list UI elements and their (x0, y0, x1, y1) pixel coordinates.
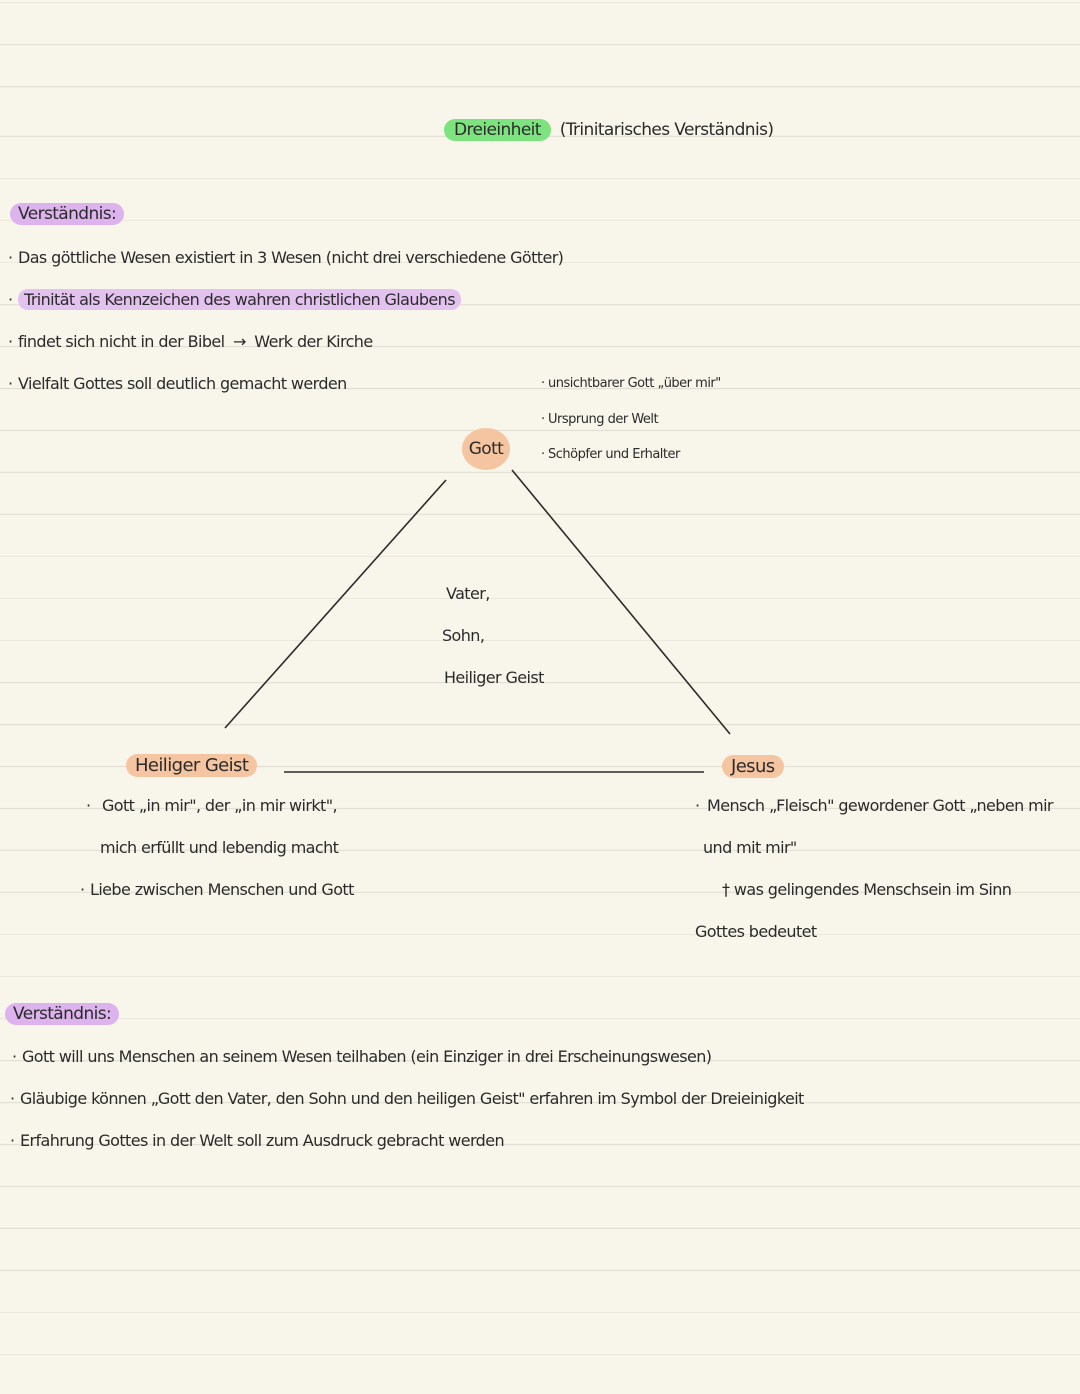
title-subtitle: (Trinitarisches Verständnis) (559, 120, 774, 140)
gott-note-3: · Schöpfer und Erhalter (541, 447, 680, 462)
gott-note-1: · unsichtbarer Gott „über mir" (541, 376, 721, 391)
bullet-text: Das göttliche Wesen existiert in 3 Wesen (nicht drei verschiedene Götter) (18, 248, 564, 267)
note-text: Ursprung der Welt (548, 412, 659, 427)
note-text: Gott „in mir", der „in mir wirkt", (102, 796, 337, 815)
arrow-target-text: Werk der Kirche (254, 332, 373, 351)
section2-bullet-3: · Erfahrung Gottes in der Welt soll zum Ausdruck gebracht werden (10, 1131, 504, 1150)
bullet-text-highlighted: Trinität als Kennzeichen des wahren christlichen Glaubens (18, 289, 461, 310)
arrow-icon: → (232, 332, 246, 351)
geist-note-2: mich erfüllt und lebendig macht (100, 838, 339, 857)
bullet-text: Vielfalt Gottes soll deutlich gemacht werden (18, 374, 347, 393)
geist-note-1: · Gott „in mir", der „in mir wirkt", (86, 796, 337, 815)
node-heiliger-geist (126, 755, 257, 776)
title-highlight: Dreieinheit (444, 119, 551, 141)
note-text: unsichtbarer Gott „über mir" (548, 376, 721, 391)
node-jesus-label: Jesus (722, 755, 784, 778)
jesus-note-1: · Mensch „Fleisch" gewordener Gott „neben mir (695, 796, 1053, 815)
jesus-note-4: Gottes bedeutet (695, 922, 817, 941)
section1-heading-label: Verständnis: (10, 203, 124, 225)
triangle-left-edge (225, 480, 446, 728)
node-jesus (722, 756, 784, 777)
section1-bullet-1: · Das göttliche Wesen existiert in 3 Wesen (nicht drei verschiedene Götter) (8, 248, 564, 267)
node-heiliger-geist-label: Heiliger Geist (126, 754, 257, 777)
triangle-right-edge (512, 470, 730, 734)
center-line-sohn: Sohn, (442, 626, 485, 645)
center-line-vater: Vater, (446, 584, 490, 603)
note-text: Mensch „Fleisch" gewordener Gott „neben mir (707, 796, 1053, 815)
section2-bullet-1: · Gott will uns Menschen an seinem Wesen teilhaben (ein Einziger in drei Erscheinungswesen) (12, 1047, 712, 1066)
jesus-note-2: und mit mir" (703, 838, 797, 857)
section2-heading-label: Verständnis: (5, 1003, 119, 1025)
bullet-text: findet sich nicht in der Bibel (18, 332, 225, 351)
jesus-note-3: † was gelingendes Menschsein im Sinn (722, 880, 1012, 899)
note-text: Schöpfer und Erhalter (548, 447, 680, 462)
section1-bullet-2: · Trinität als Kennzeichen des wahren christlichen Glaubens (8, 290, 461, 309)
center-line-geist: Heiliger Geist (444, 668, 544, 687)
gott-note-2: · Ursprung der Welt (541, 412, 659, 427)
section2-bullet-2: · Gläubige können „Gott den Vater, den Sohn und den heiligen Geist" erfahren im Symbol der Dreieinigkeit (10, 1089, 804, 1108)
geist-note-3: · Liebe zwischen Menschen und Gott (80, 880, 354, 899)
note-text: Liebe zwischen Menschen und Gott (90, 880, 354, 899)
bullet-text: Gläubige können „Gott den Vater, den Sohn und den heiligen Geist" erfahren im Symbol der Dreieinigkeit (20, 1089, 804, 1108)
section1-bullet-3: · findet sich nicht in der Bibel → Werk der Kirche (8, 332, 373, 351)
section1-bullet-4: · Vielfalt Gottes soll deutlich gemacht werden (8, 374, 347, 393)
section2-heading (5, 1004, 119, 1024)
bullet-text: Erfahrung Gottes in der Welt soll zum Ausdruck gebracht werden (20, 1131, 504, 1150)
node-gott: Gott (462, 428, 510, 470)
bullet-text: Gott will uns Menschen an seinem Wesen teilhaben (ein Einziger in drei Erscheinungswesen) (22, 1047, 712, 1066)
